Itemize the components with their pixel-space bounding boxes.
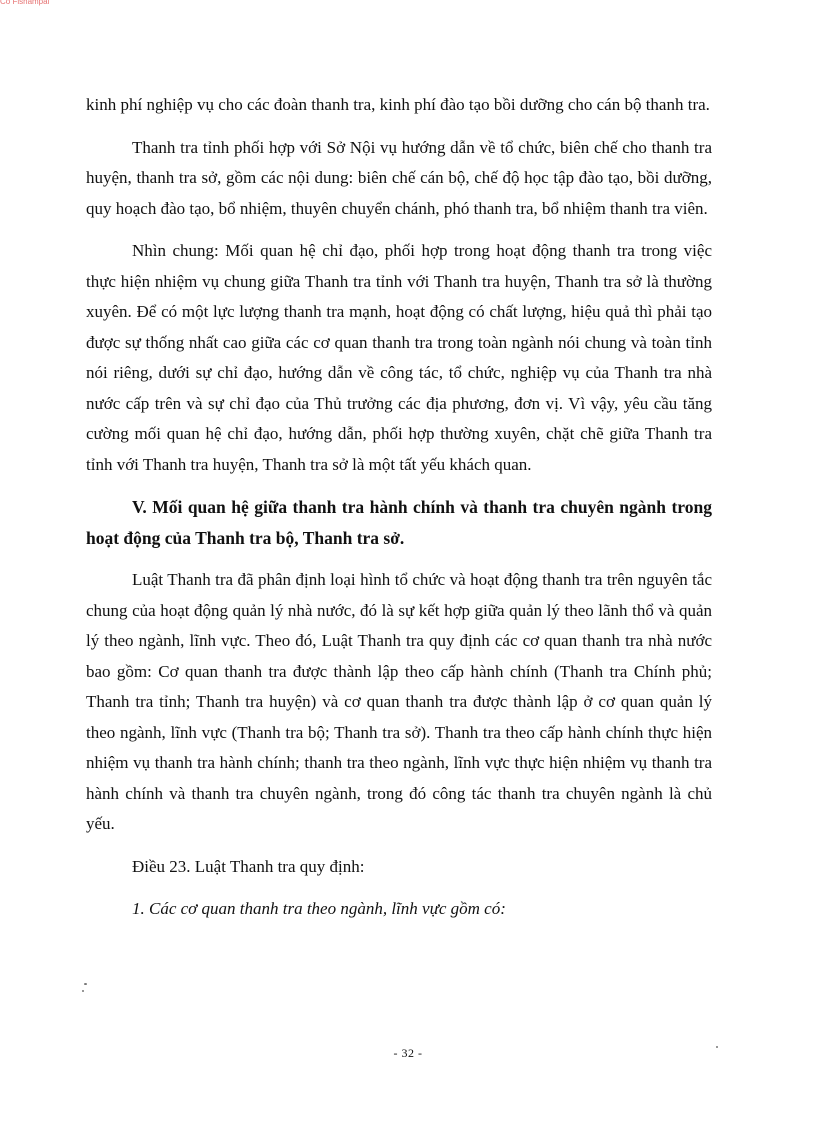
watermark-text: Có Fishampal xyxy=(0,0,50,6)
scan-speck xyxy=(84,983,87,985)
document-body xyxy=(86,90,712,925)
paragraph-article-23: Điều 23. Luật Thanh tra quy định: xyxy=(132,856,365,876)
paragraph-summary: Nhìn chung: Mối quan hệ chỉ đạo, phối hợp trong hoạt động thanh tra trong việc thực hiện nhiệm vụ chung giữa Thanh tra tỉnh với Thanh tra huyện, Thanh tra sở là thường xuyên. Để có một lực lượng thanh tra mạnh, hoạt động có chất lượng, hiệu quả thì phải tạo được sự thống nhất cao giữa các cơ quan thanh tra trong toàn ngành nói chung và toàn tỉnh nói riêng, dưới sự chỉ đạo, hướng dẫn về công tác, tổ chức, nghiệp vụ của Thanh tra nhà nước cấp trên và sự chỉ đạo của Thủ trưởng các địa phương, đơn vị. Vì vậy, yêu cầu tăng cường mối quan hệ chỉ đạo, hướng dẫn, phối hợp thường xuyên, chặt chẽ giữa Thanh tra tỉnh với Thanh tra huyện, Thanh tra sở là một tất yếu khách quan. xyxy=(86,241,712,474)
page-number: - 32 - xyxy=(393,1046,423,1060)
paragraph-list-item: 1. Các cơ quan thanh tra theo ngành, lĩnh vực gồm có: xyxy=(132,899,506,918)
scan-speck xyxy=(716,1046,718,1048)
scan-speck xyxy=(82,990,84,992)
paragraph-coordination: Thanh tra tỉnh phối hợp với Sở Nội vụ hướng dẫn về tổ chức, biên chế cho thanh tra huyện, thanh tra sở, gồm các nội dung: biên chế cán bộ, chế độ học tập đào tạo, bồi dưỡng, quy hoạch đào tạo, bổ nhiệm, thuyên chuyển chánh, phó thanh tra, bổ nhiệm thanh tra viên. xyxy=(86,137,712,218)
paragraph-inspection-law: Luật Thanh tra đã phân định loại hình tổ chức và hoạt động thanh tra trên nguyên tắc chung của hoạt động quản lý nhà nước, đó là sự kết hợp giữa quản lý theo lãnh thổ và quản lý theo ngành, lĩnh vực. Theo đó, Luật Thanh tra quy định các cơ quan thanh tra nhà nước bao gồm: Cơ quan thanh tra được thành lập theo cấp hành chính (Thanh tra Chính phủ; Thanh tra tỉnh; Thanh tra huyện) và cơ quan thanh tra được thành lập ở cơ quan quản lý theo ngành, lĩnh vực (Thanh tra bộ; Thanh tra sở). Thanh tra theo cấp hành chính thực hiện nhiệm vụ thanh tra hành chính; thanh tra theo ngành, lĩnh vực thực hiện nhiệm vụ thanh tra hành chính và thanh tra chuyên ngành, trong đó công tác thanh tra chuyên ngành là chủ yếu. xyxy=(86,570,712,833)
section-heading: V. Mối quan hệ giữa thanh tra hành chính và thanh tra chuyên ngành trong hoạt động của Thanh tra bộ, Thanh tra sở. xyxy=(86,497,712,548)
paragraph-continuation: kinh phí nghiệp vụ cho các đoàn thanh tra, kinh phí đào tạo bồi dưỡng cho cán bộ thanh tra. xyxy=(86,95,710,114)
